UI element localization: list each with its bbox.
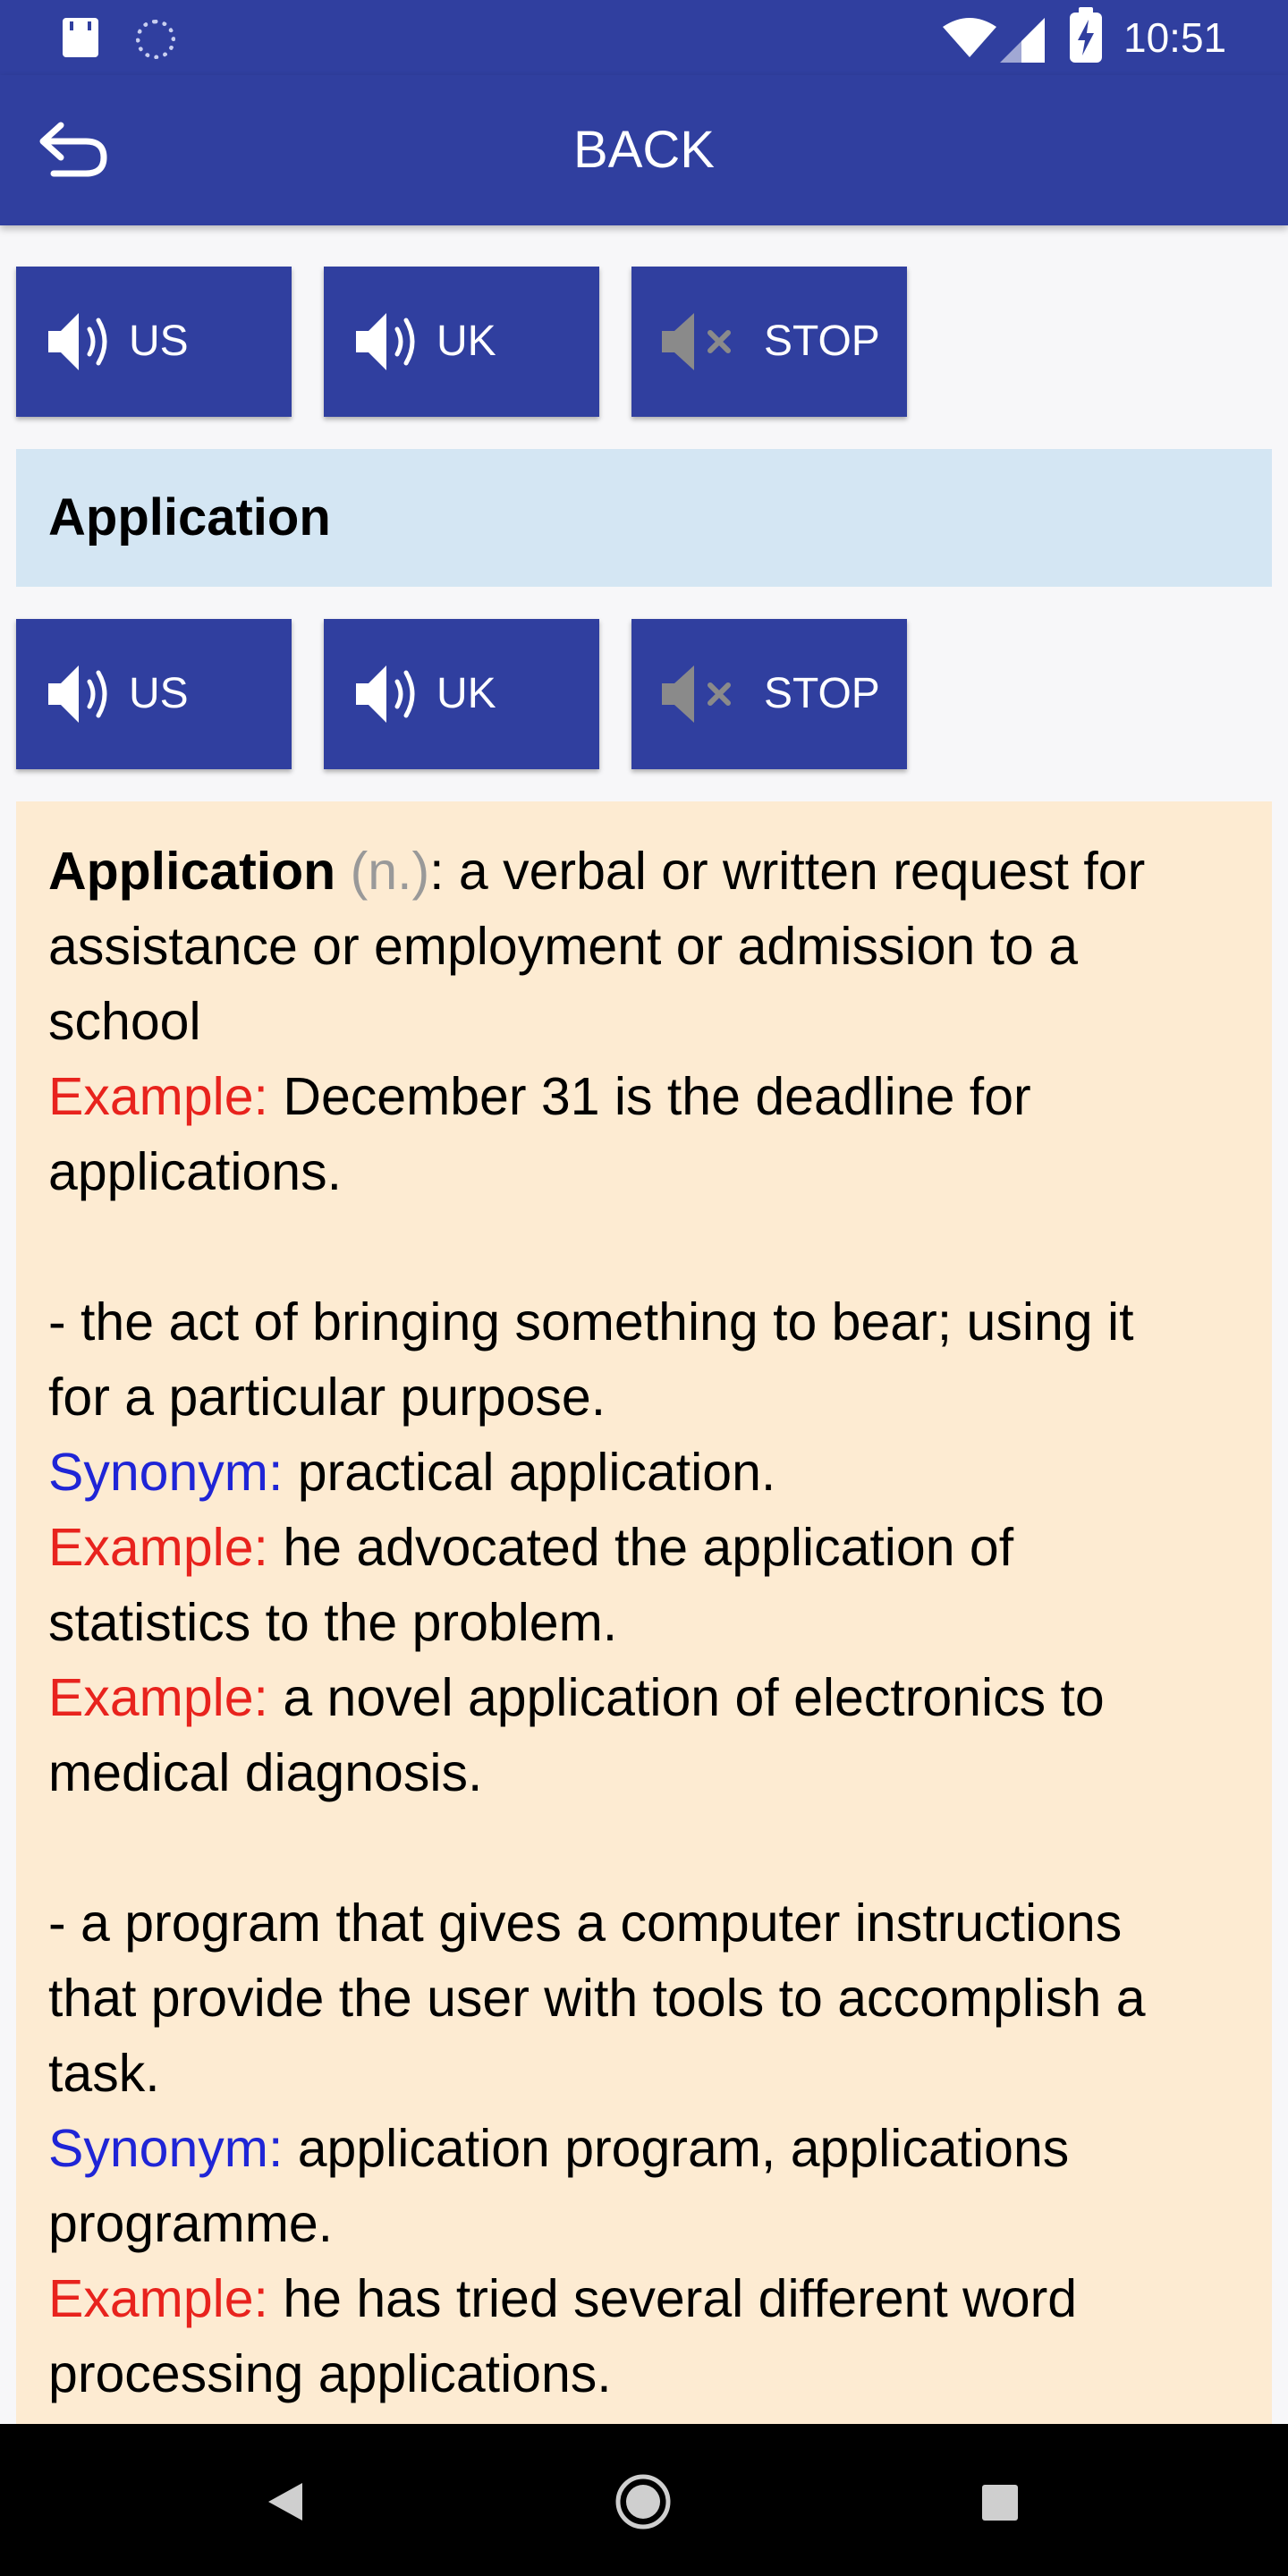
speaker-icon	[351, 306, 431, 377]
synonym-label: Synonym:	[48, 2119, 284, 2178]
word-title: Application	[48, 488, 331, 547]
definition-line	[48, 2186, 1256, 2261]
signal-icon	[1000, 18, 1046, 63]
definition-text-segment: assistance or employment or admission to a	[48, 917, 1079, 976]
definition-line	[48, 1961, 1256, 2036]
definition-text-segment: he advocated the application of	[267, 1518, 1014, 1577]
definition-line	[48, 1284, 1256, 1360]
definition-line	[48, 2036, 1256, 2111]
definition-text-segment: a novel application of electronics to	[267, 1668, 1105, 1727]
definition-line	[48, 1510, 1256, 1585]
app-title[interactable]: BACK	[573, 121, 715, 179]
play-us-button[interactable]	[16, 619, 292, 769]
definition-text-segment: practical application.	[283, 1443, 776, 1502]
example-label: Example:	[48, 1067, 268, 1126]
blank-line	[48, 1209, 1256, 1284]
status-bar	[0, 0, 1288, 75]
loading-icon	[136, 20, 175, 59]
definition-line	[48, 2336, 1256, 2411]
definition-line	[48, 1735, 1256, 1810]
definition-text-segment: applications.	[48, 1142, 342, 1201]
example-label: Example:	[48, 2269, 268, 2328]
mute-icon	[658, 658, 748, 730]
audio-button-row-1	[16, 267, 1286, 417]
synonym-label: Synonym:	[48, 1443, 284, 1502]
definition-text-segment: statistics to the problem.	[48, 1593, 618, 1652]
definition-box	[16, 801, 1272, 2424]
stop-button[interactable]	[631, 267, 907, 417]
status-time: 10:51	[1123, 14, 1227, 61]
definition-line	[48, 2261, 1256, 2336]
bold-word: Application	[48, 842, 336, 901]
blank-line	[48, 1810, 1256, 1885]
speaker-icon	[43, 658, 123, 730]
nav-back-icon[interactable]	[265, 2479, 306, 2524]
sd-card-icon	[63, 18, 98, 57]
definition-text-segment: for a particular purpose.	[48, 1368, 606, 1427]
definition-text-segment: - the act of bringing something to bear; using it	[48, 1292, 1134, 1352]
definition-text-segment: school	[48, 992, 201, 1051]
definition-line	[48, 1660, 1256, 1735]
speaker-icon	[351, 658, 431, 730]
definition-line	[48, 834, 1256, 909]
audio-button-row-2	[16, 619, 1286, 769]
word-header	[16, 449, 1272, 587]
battery-charging-icon	[1070, 13, 1102, 63]
uk-label: UK	[436, 670, 496, 717]
definition-line	[48, 984, 1256, 1059]
mute-icon	[658, 306, 748, 377]
definition-text-segment: : a verbal or written request for	[429, 842, 1146, 901]
definition-line	[48, 1435, 1256, 1510]
wifi-icon	[941, 16, 998, 59]
definition-text-segment: task.	[48, 2044, 160, 2103]
stop-label: STOP	[764, 318, 880, 365]
example-label: Example:	[48, 1668, 268, 1727]
navigation-bar	[0, 2424, 1288, 2576]
definition-line	[48, 1585, 1256, 1660]
play-uk-button[interactable]	[324, 267, 599, 417]
stop-button[interactable]	[631, 619, 907, 769]
part-of-speech: (n.)	[335, 842, 430, 901]
uk-label: UK	[436, 318, 496, 365]
definition-text-segment: medical diagnosis.	[48, 1743, 483, 1802]
definition-text-segment: programme.	[48, 2194, 334, 2253]
definition-text-segment: processing applications.	[48, 2344, 612, 2403]
definition-text-segment: that provide the user with tools to accomplish a	[48, 1969, 1146, 2028]
definition-line	[48, 1059, 1256, 1134]
example-label: Example:	[48, 1518, 268, 1577]
speaker-icon	[43, 306, 123, 377]
back-arrow-icon[interactable]	[36, 114, 111, 186]
definition-line	[48, 909, 1256, 984]
definition-text-segment: December 31 is the deadline for	[267, 1067, 1031, 1126]
nav-home-icon[interactable]	[614, 2472, 673, 2531]
us-label: US	[129, 318, 189, 365]
definition-line	[48, 2111, 1256, 2186]
nav-recent-icon[interactable]	[980, 2483, 1020, 2522]
play-us-button[interactable]	[16, 267, 292, 417]
definition-text	[48, 834, 1256, 2411]
play-uk-button[interactable]	[324, 619, 599, 769]
us-label: US	[129, 670, 189, 717]
definition-line	[48, 1360, 1256, 1435]
definition-text-segment: he has tried several different word	[267, 2269, 1078, 2328]
definition-text-segment: application program, applications	[283, 2119, 1070, 2178]
stop-label: STOP	[764, 670, 880, 717]
definition-line	[48, 1134, 1256, 1209]
app-bar	[0, 75, 1288, 225]
definition-text-segment: - a program that gives a computer instructions	[48, 1894, 1123, 1953]
definition-line	[48, 1885, 1256, 1961]
